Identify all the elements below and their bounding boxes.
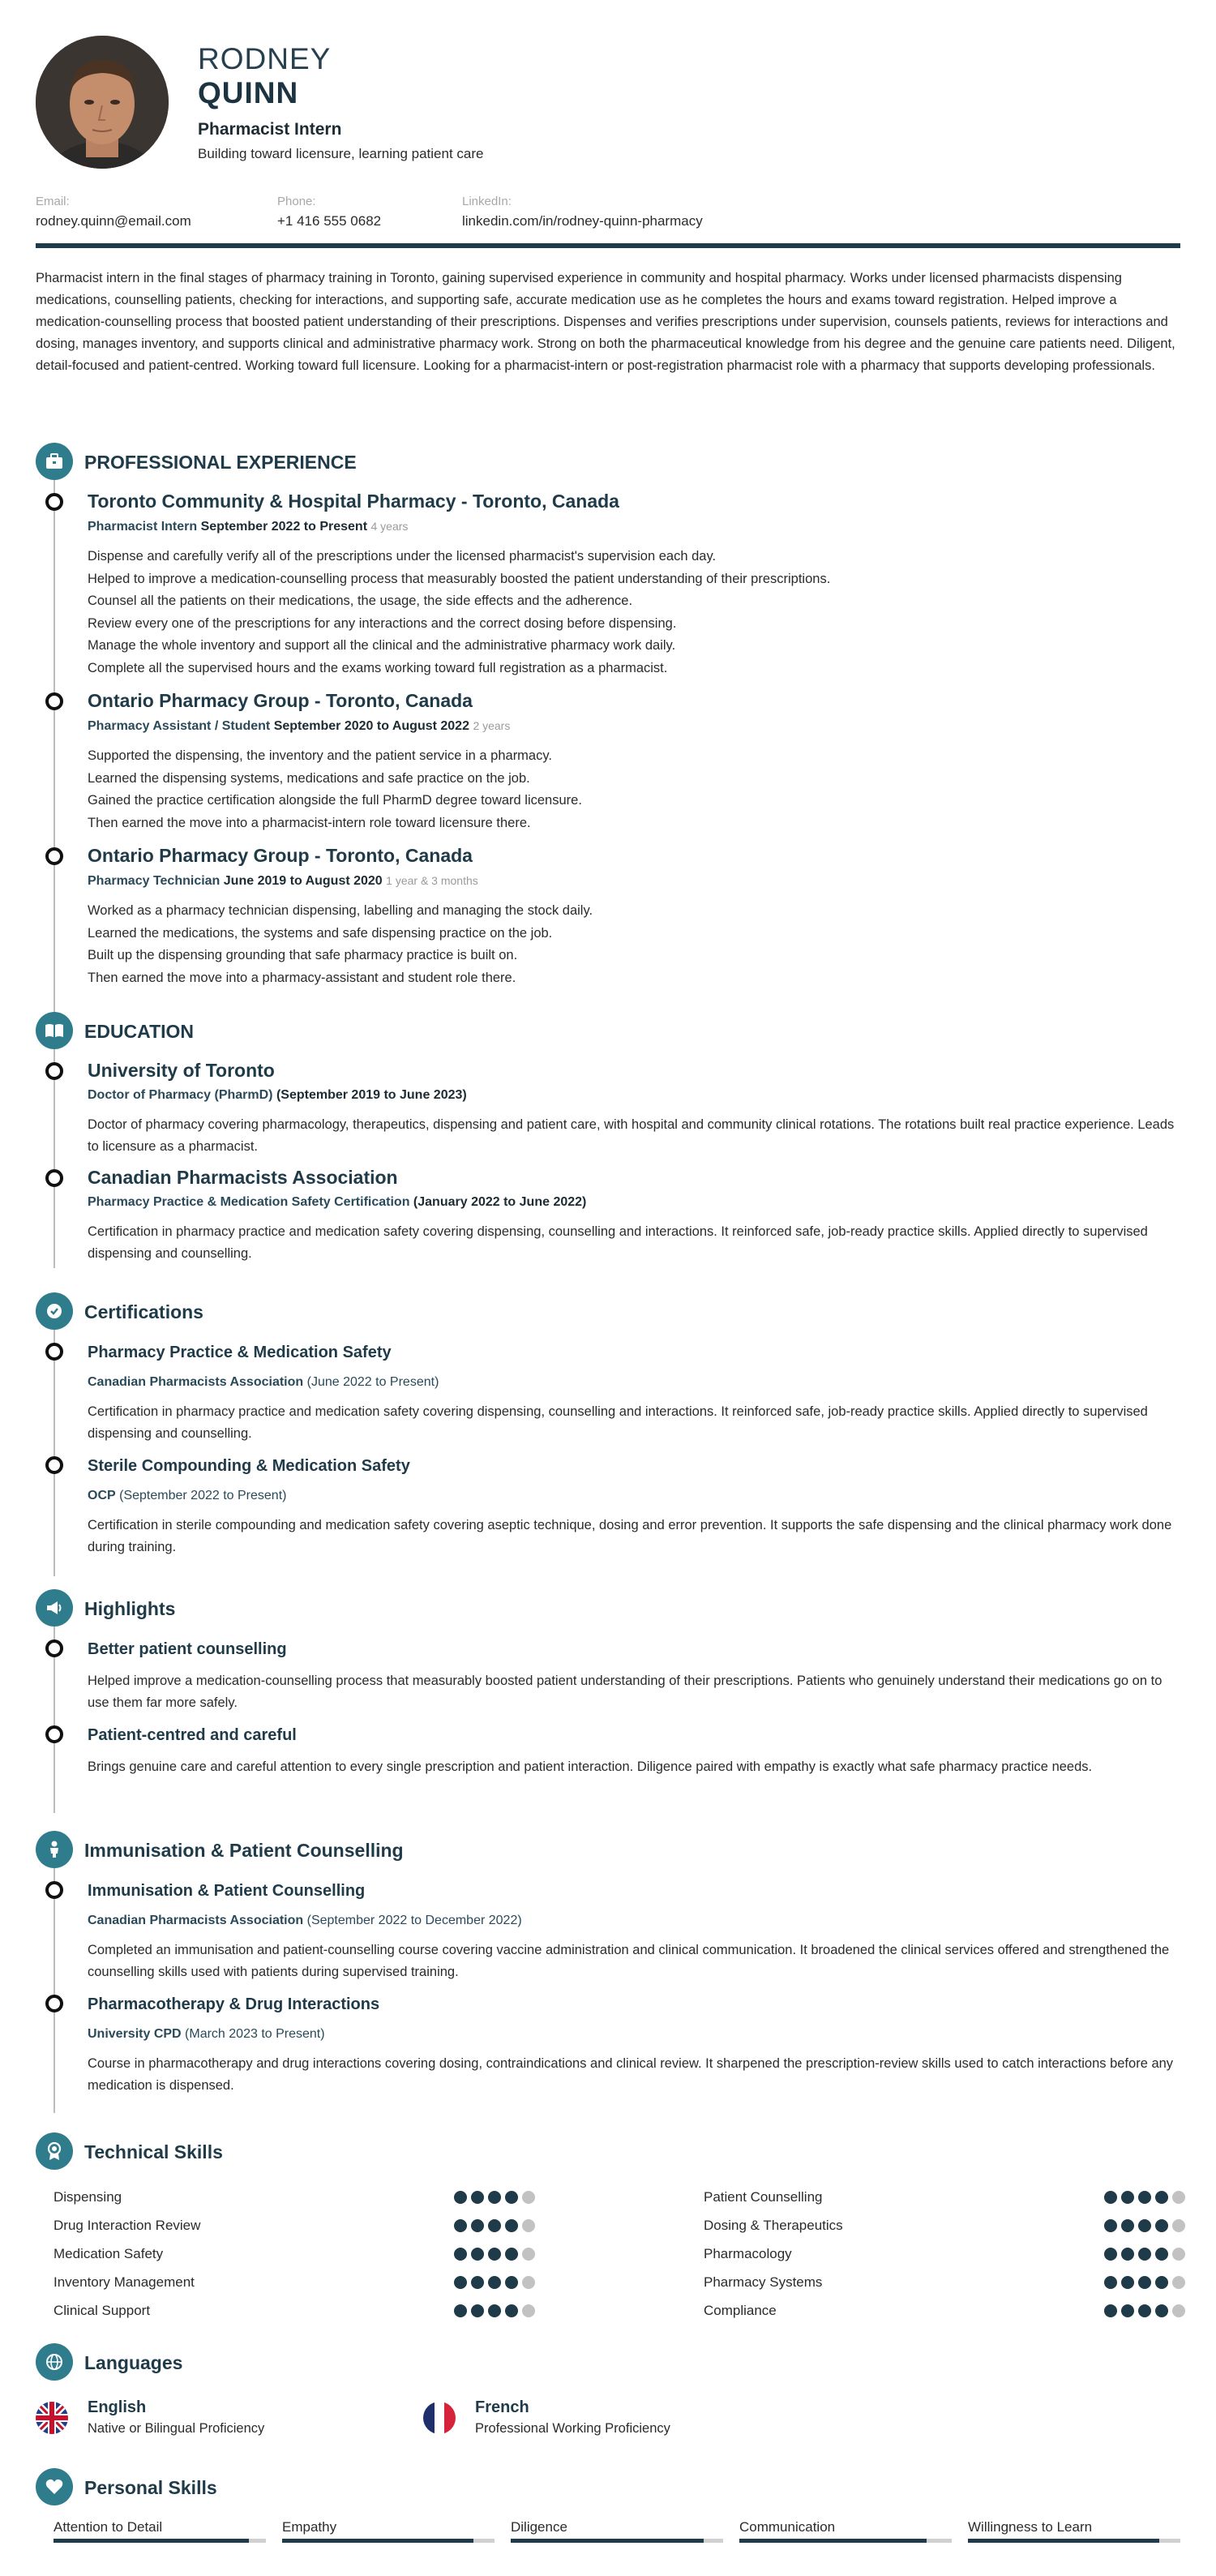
bullet: Worked as a pharmacy technician dispensing, labelling and managing the stock daily. (88, 903, 593, 918)
rating-dot-filled (1138, 2304, 1151, 2317)
timeline-dot (45, 1456, 63, 1474)
rating-dot-filled (1104, 2304, 1117, 2317)
rating-dot-empty (522, 2219, 535, 2232)
language-level: Professional Working Proficiency (475, 2421, 670, 2436)
bullet: Built up the dispensing grounding that safe pharmacy practice is built on. (88, 948, 518, 962)
experience-dates: September 2022 to Present (200, 520, 368, 534)
rating-dot-filled (1155, 2276, 1168, 2289)
megaphone-icon (36, 1589, 73, 1627)
experience-entry (36, 689, 1180, 834)
timeline-dot (45, 692, 63, 710)
personal-skills-list (54, 2518, 1180, 2551)
rating-dot-empty (1172, 2248, 1185, 2261)
highlight-title: Better patient counselling (88, 1640, 287, 1658)
tagline: Building toward licensure, learning patient care (198, 146, 484, 161)
summary: Pharmacist intern in the final stages of pharmacy training in Toronto, gaining supervised experience in community and hospital pharmacy. Works under licensed pharmacists dispensing medications, counselling patients, checking for interactions, and supporting safe, accurate medication use as he completes the hours and exams toward registration. Helped improve a medication-counselling process that boosted patient understanding of their prescriptions. Dispenses and verifies prescriptions under supervision, counsels patients, reviews for interactions and dosing, manages inventory, and supports clinical and administrative pharmacy work. Strong on both the pharmaceutical knowledge from his degree and the genuine care patients need. Diligent, detail-focused and patient-centred. Working toward full licensure. Looking for a pharmacist-intern or post-registration pharmacist role with a pharmacy that supports developing professionals. (36, 271, 1175, 373)
rating-dot-filled (1121, 2276, 1134, 2289)
training-provider: Canadian Pharmacists Association (88, 1914, 304, 1927)
training-description: Course in pharmacotherapy and drug interactions covering dosing, contraindications and clinical review. It sharpened the prescription-review skills used to catch interactions before any medication is dispensed. (88, 2056, 1174, 2093)
rating-dot-filled (454, 2219, 467, 2232)
languages-section (36, 2343, 1180, 2441)
education-dates: (January 2022 to June 2022) (413, 1195, 587, 1209)
training-header (36, 1831, 1180, 1870)
contact-email-value[interactable]: rodney.quinn@email.com (36, 213, 191, 229)
bullet: Learned the medications, the systems and safe dispensing practice on the job. (88, 925, 553, 941)
rating-dot-empty (1172, 2219, 1185, 2232)
rating-dot-filled (454, 2248, 467, 2261)
bullet: Manage the whole inventory and support all the clinical and the administrative pharmacy work daily. (88, 638, 676, 653)
rating-dot-filled (488, 2248, 501, 2261)
education-school: University of Toronto (88, 1060, 275, 1081)
contact-info (36, 195, 1180, 235)
personal-skill-bar-fill (968, 2539, 1159, 2543)
personal-skill-bar (54, 2539, 266, 2543)
personal-skills-title: Personal Skills (84, 2477, 217, 2498)
bullet: Gained the practice certification alongside the full PharmD degree toward licensure. (88, 793, 582, 808)
rating-dot-filled (471, 2304, 484, 2317)
rating-dot-filled (1138, 2276, 1151, 2289)
certification-name: Pharmacy Practice & Medication Safety (88, 1344, 392, 1361)
rating-dot-filled (1104, 2248, 1117, 2261)
experience-position: Pharmacy Technician (88, 874, 221, 888)
rating-dot-empty (1172, 2276, 1185, 2289)
rating-dot-filled (454, 2304, 467, 2317)
education-meta (88, 1087, 1180, 1104)
education-description: Certification in pharmacy practice and medication safety covering dispensing, counselling and interactions. It reinforced safe, job-ready practice skills. Applied directly to supervised dispensing and counselling. (88, 1224, 1148, 1261)
experience-bullets (88, 900, 1180, 989)
experience-dates: September 2020 to August 2022 (273, 719, 469, 733)
skill-rating (454, 2248, 535, 2261)
rating-dot-filled (1104, 2276, 1117, 2289)
rating-dot-empty (522, 2276, 535, 2289)
highlight-entry (36, 1638, 1180, 1714)
contact-phone (277, 195, 381, 229)
bullet: Then earned the move into a pharmacy-assistant and student role there. (88, 970, 516, 985)
rating-dot-filled (1104, 2219, 1117, 2232)
training-dates: (September 2022 to December 2022) (306, 1914, 522, 1927)
certification-entry (36, 1341, 1180, 1445)
certifications-title: Certifications (84, 1301, 203, 1322)
globe-icon (36, 2343, 73, 2381)
heart-icon (36, 2468, 73, 2505)
personal-skill-name: Empathy (282, 2519, 337, 2535)
certification-meta (88, 1487, 1180, 1505)
skill-rating (1104, 2191, 1185, 2204)
rating-dot-filled (1121, 2219, 1134, 2232)
training-title: Immunisation & Patient Counselling (84, 1840, 404, 1861)
skill-name: Pharmacy Systems (704, 2274, 823, 2290)
rating-dot-filled (454, 2191, 467, 2204)
rating-dot-filled (471, 2276, 484, 2289)
language-name: French (475, 2398, 529, 2416)
contact-linkedin-label: LinkedIn: (462, 195, 512, 208)
personal-skill-name: Diligence (511, 2519, 567, 2535)
skill-name: Pharmacology (704, 2246, 792, 2261)
timeline-dot (45, 1343, 63, 1361)
avatar (36, 36, 169, 169)
technical-skills-header (36, 2132, 1180, 2171)
personal-skill-bar-fill (54, 2539, 249, 2543)
job-title: Pharmacist Intern (198, 120, 342, 139)
skill-name: Compliance (704, 2303, 777, 2318)
personal-skill-bar (739, 2539, 952, 2543)
personal-skill (282, 2518, 495, 2543)
skill-rating (1104, 2248, 1185, 2261)
experience-position: Pharmacy Assistant / Student (88, 719, 271, 733)
experience-entry (36, 490, 1180, 679)
personal-skill (739, 2518, 952, 2543)
education-title: EDUCATION (84, 1021, 195, 1042)
highlight-description: Helped improve a medication-counselling process that measurably boosted patient understanding of their prescriptions. Patients who genuinely understand their medications go on to use them far more safely. (88, 1674, 1162, 1710)
rating-dot-empty (1172, 2304, 1185, 2317)
rating-dot-filled (1138, 2191, 1151, 2204)
france-flag-icon (423, 2402, 456, 2434)
certification-name: Sterile Compounding & Medication Safety (88, 1457, 410, 1475)
training-dates: (March 2023 to Present) (185, 2027, 325, 2041)
skill-row (704, 2300, 1185, 2324)
experience-company: Ontario Pharmacy Group - Toronto, Canada (88, 690, 473, 711)
experience-section (36, 443, 1180, 989)
languages-header (36, 2343, 1180, 2382)
highlight-entry (36, 1724, 1180, 1778)
rating-dot-filled (1121, 2304, 1134, 2317)
skill-row (704, 2214, 1185, 2239)
rating-dot-filled (488, 2191, 501, 2204)
experience-duration: 1 year & 3 months (386, 874, 478, 887)
rating-dot-filled (471, 2248, 484, 2261)
award-icon (36, 2132, 73, 2170)
rating-dot-filled (1155, 2248, 1168, 2261)
experience-duration: 2 years (473, 719, 511, 732)
training-provider: University CPD (88, 2027, 182, 2041)
timeline-dot (45, 1169, 63, 1187)
rating-dot-filled (1104, 2191, 1117, 2204)
timeline-dot (45, 1725, 63, 1743)
training-name: Pharmacotherapy & Drug Interactions (88, 1995, 380, 2013)
training-meta (88, 2025, 1180, 2043)
skill-name: Dispensing (54, 2189, 122, 2205)
rating-dot-filled (488, 2276, 501, 2289)
rating-dot-filled (1138, 2248, 1151, 2261)
skill-rating (454, 2191, 535, 2204)
highlight-title: Patient-centred and careful (88, 1726, 297, 1744)
personal-skills-header (36, 2468, 1180, 2507)
bullet: Learned the dispensing systems, medications and safe practice on the job. (88, 770, 530, 786)
rating-dot-filled (505, 2276, 518, 2289)
personal-skill (511, 2518, 723, 2543)
skill-row (54, 2214, 535, 2239)
skill-name: Patient Counselling (704, 2189, 823, 2205)
certification-entry (36, 1455, 1180, 1558)
rating-dot-filled (505, 2304, 518, 2317)
education-entry (36, 1166, 1180, 1265)
rating-dot-filled (488, 2219, 501, 2232)
certification-issuer: Canadian Pharmacists Association (88, 1375, 304, 1389)
languages-title: Languages (84, 2352, 183, 2373)
experience-duration: 4 years (370, 520, 409, 533)
resume-header (36, 36, 1180, 174)
rating-dot-filled (505, 2191, 518, 2204)
certification-dates: (June 2022 to Present) (306, 1375, 439, 1389)
skill-row (704, 2243, 1185, 2267)
person-icon (36, 1831, 73, 1868)
skill-name: Clinical Support (54, 2303, 151, 2318)
skill-name: Medication Safety (54, 2246, 164, 2261)
languages-list (36, 2397, 1180, 2445)
rating-dot-filled (454, 2276, 467, 2289)
language-level: Native or Bilingual Proficiency (88, 2421, 265, 2436)
skill-name: Inventory Management (54, 2274, 195, 2290)
rating-dot-empty (522, 2248, 535, 2261)
technical-skills-section (36, 2132, 1180, 2319)
contact-email-label: Email: (36, 195, 70, 208)
bullet: Supported the dispensing, the inventory and the patient service in a pharmacy. (88, 748, 552, 763)
briefcase-icon (36, 443, 73, 480)
experience-dates: June 2019 to August 2020 (223, 874, 383, 888)
skill-row (54, 2300, 535, 2324)
contact-linkedin-value[interactable]: linkedin.com/in/rodney-quinn-pharmacy (462, 213, 703, 229)
experience-company: Toronto Community & Hospital Pharmacy - Toronto, Canada (88, 491, 619, 512)
book-icon (36, 1012, 73, 1049)
rating-dot-filled (1138, 2219, 1151, 2232)
certifications-section (36, 1292, 1180, 1558)
training-name: Immunisation & Patient Counselling (88, 1882, 366, 1900)
training-section (36, 1831, 1180, 2097)
certifications-header (36, 1292, 1180, 1331)
personal-skill (54, 2518, 266, 2543)
timeline-dot (45, 493, 63, 511)
personal-skill-bar-fill (739, 2539, 927, 2543)
rating-dot-filled (1121, 2248, 1134, 2261)
education-meta (88, 1194, 1180, 1211)
experience-header (36, 443, 1180, 482)
timeline-dot (45, 1995, 63, 2012)
certification-dates: (September 2022 to Present) (119, 1489, 287, 1502)
technical-skills-title: Technical Skills (84, 2141, 223, 2162)
personal-skills-section (36, 2468, 1180, 2557)
bullet: Helped to improve a medication-counselling process that measurably boosted the patient understanding of their prescriptions. (88, 571, 831, 586)
last-name: QUINN (198, 76, 299, 109)
experience-entry (36, 844, 1180, 989)
education-dates: (September 2019 to June 2023) (276, 1088, 467, 1102)
badge-check-icon (36, 1292, 73, 1330)
skill-rating (1104, 2276, 1185, 2289)
bullet: Review every one of the prescriptions for any interactions and the correct dosing before dispensing. (88, 615, 677, 631)
skill-rating (1104, 2304, 1185, 2317)
skill-name: Drug Interaction Review (54, 2218, 201, 2233)
skill-row (54, 2271, 535, 2295)
experience-meta (88, 717, 1180, 735)
rating-dot-empty (522, 2191, 535, 2204)
training-description: Completed an immunisation and patient-counselling course covering vaccine administration and clinical communication. It broadened the clinical services offered and strengthened the counselling skills used with patients during supervised training. (88, 1943, 1170, 1979)
skill-rating (454, 2304, 535, 2317)
contact-phone-value[interactable]: +1 416 555 0682 (277, 213, 382, 229)
bullet: Dispense and carefully verify all of the prescriptions under the licensed pharmacist's supervision each day. (88, 549, 717, 564)
certification-issuer: OCP (88, 1489, 116, 1502)
rating-dot-filled (471, 2219, 484, 2232)
certification-description: Certification in sterile compounding and medication safety covering aseptic technique, dosing and error prevention. It supports the safe dispensing and the clinical pharmacy work done during training. (88, 1518, 1172, 1554)
language-name: English (88, 2398, 147, 2416)
experience-position: Pharmacist Intern (88, 520, 198, 534)
skill-rating (454, 2219, 535, 2232)
training-entry (36, 1879, 1180, 1983)
education-degree: Pharmacy Practice & Medication Safety Certification (88, 1195, 410, 1209)
certification-description: Certification in pharmacy practice and medication safety covering dispensing, counselling and interactions. It reinforced safe, job-ready practice skills. Applied directly to supervised dispensing and counselling. (88, 1404, 1148, 1441)
personal-skill-name: Willingness to Learn (968, 2519, 1093, 2535)
rating-dot-filled (1155, 2219, 1168, 2232)
name-block (198, 42, 483, 162)
bullet: Complete all the supervised hours and the exams working toward full registration as a pharmacist. (88, 660, 668, 675)
bullet: Counsel all the patients on their medications, the usage, the side effects and the adherence. (88, 594, 633, 608)
rating-dot-filled (505, 2248, 518, 2261)
experience-title: PROFESSIONAL EXPERIENCE (84, 452, 357, 473)
skill-row (54, 2186, 535, 2210)
experience-company: Ontario Pharmacy Group - Toronto, Canada (88, 845, 473, 866)
contact-email (36, 195, 191, 229)
education-header (36, 1012, 1180, 1051)
skill-row (704, 2271, 1185, 2295)
personal-skill-name: Attention to Detail (54, 2519, 163, 2535)
rating-dot-filled (488, 2304, 501, 2317)
education-degree: Doctor of Pharmacy (PharmD) (88, 1088, 273, 1102)
rating-dot-empty (1172, 2191, 1185, 2204)
skill-name: Dosing & Therapeutics (704, 2218, 843, 2233)
timeline-dot (45, 1639, 63, 1657)
timeline-dot (45, 847, 63, 865)
education-school: Canadian Pharmacists Association (88, 1167, 398, 1188)
personal-skill-bar (282, 2539, 495, 2543)
highlights-title: Highlights (84, 1598, 176, 1619)
contact-linkedin (462, 195, 703, 229)
personal-skill-bar (968, 2539, 1180, 2543)
rating-dot-filled (1121, 2191, 1134, 2204)
bullet: Then earned the move into a pharmacist-intern role toward licensure there. (88, 815, 531, 830)
personal-skill-name: Communication (739, 2519, 836, 2535)
header-divider (36, 243, 1180, 248)
personal-skill-bar-fill (282, 2539, 473, 2543)
rating-dot-filled (471, 2191, 484, 2204)
education-description: Doctor of pharmacy covering pharmacology, therapeutics, dispensing and patient care, with hospital and community clinical rotations. The rotations built real practice experience. Leads to licensure as a pharmacist. (88, 1117, 1175, 1154)
timeline-dot (45, 1881, 63, 1899)
personal-skill (968, 2518, 1180, 2543)
experience-meta (88, 872, 1180, 890)
personal-skill-bar-fill (511, 2539, 704, 2543)
highlights-section (36, 1589, 1180, 1778)
education-entry (36, 1059, 1180, 1158)
skill-rating (454, 2276, 535, 2289)
skill-row (54, 2243, 535, 2267)
highlight-description: Brings genuine care and careful attention to every single prescription and patient interaction. Diligence paired with empathy is exactly what safe pharmacy practice needs. (88, 1759, 1093, 1774)
contact-phone-label: Phone: (277, 195, 316, 208)
experience-meta (88, 517, 1180, 536)
experience-bullets (88, 745, 1180, 834)
personal-skill-bar (511, 2539, 723, 2543)
rating-dot-filled (505, 2219, 518, 2232)
first-name: RODNEY (198, 42, 332, 75)
timeline-dot (45, 1062, 63, 1080)
education-section (36, 1012, 1180, 1265)
certification-meta (88, 1374, 1180, 1391)
training-meta (88, 1912, 1180, 1930)
rating-dot-filled (1155, 2191, 1168, 2204)
highlights-header (36, 1589, 1180, 1628)
experience-bullets (88, 546, 1180, 679)
skill-rating (1104, 2219, 1185, 2232)
skill-row (704, 2186, 1185, 2210)
rating-dot-empty (522, 2304, 535, 2317)
training-entry (36, 1993, 1180, 2097)
rating-dot-filled (1155, 2304, 1168, 2317)
uk-flag-icon (36, 2402, 68, 2434)
